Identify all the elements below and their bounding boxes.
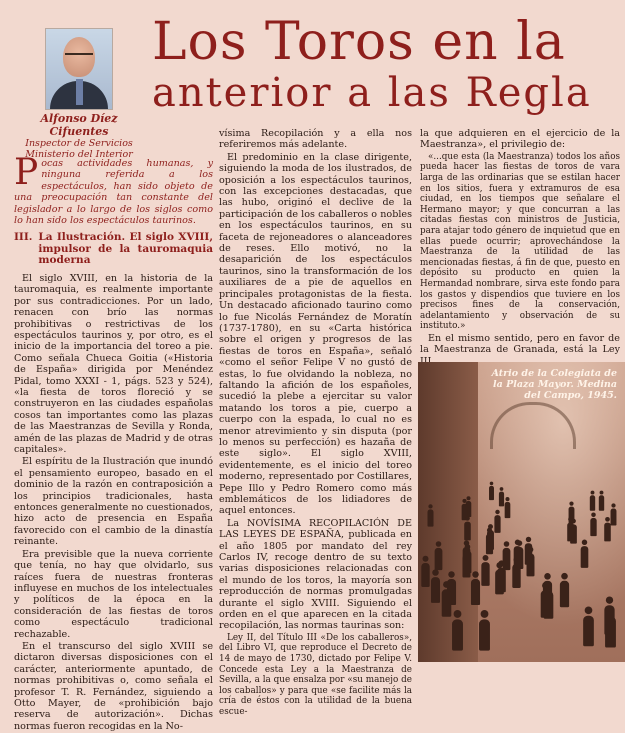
crowd-figure	[590, 495, 595, 510]
crowd-figure	[581, 546, 589, 568]
crowd-figure	[611, 509, 617, 526]
crowd-figure	[583, 616, 594, 647]
crowd-figure	[525, 543, 533, 565]
crowd-figure	[452, 619, 463, 650]
crowd-figure	[481, 562, 489, 586]
paragraph: vísima Recopilación y a ella nos referiremos más adelante.	[219, 128, 412, 151]
crowd-figure	[464, 522, 471, 541]
section-title: La Ilustración. El siglo XVIII, impulsor de la tauromaquia moderna	[38, 231, 213, 267]
crowd-figure	[471, 579, 480, 605]
paragraph: El predominio en la clase dirigente, siguiendo la moda de los ilustrados, de oposición a los espectáculos taurinos, con las excepciones destacadas, que las hubo, originó el declive de la participación de los caballeros o nobles en los espectáculos taurinos, en su faceta de rejoneadores o alanceadores de reses. Ello motivó, no la desaparición de los espectáculos taurinos, sino la transformación de los auxiliares de a pie de aquellos en principales protagonistas de la fiesta. Un destacado aficionado taurino como lo fue Nicolás Fernández de Moratín (1737-1780), en su «Carta histórica sobre el origen y progresos de las fiestas de toros en España», señaló «como el señor Felipe V no gustó de estas, lo fue olvidando la nobleza, no faltando la afición de los españoles, sucedió la plebe a ejercitar su valor matando los toros a pie, cuerpo a cuerpo con la espada, lo cual no es menor atrevimiento y sin disputa (por lo menos su perfección) es hazaña de este siglo». El siglo XVIII, evidentemente, es el inicio del toreo moderno, representado por Costillares, Pepe Illo y Pedro Romero como más emblemáticos de los lidiadores de aquel entonces.	[219, 151, 412, 517]
paragraph: En el mismo sentido, pero en favor de la Maestranza de Granada, está la Ley	[420, 332, 620, 356]
intro-text: ocas actividades humanas, y ninguna referida a los espectáculos, han sido objeto de una preocupación tan constante del legislador a lo largo de los siglos como lo han sido los espectáculos taurinos.	[14, 158, 213, 227]
author-name: Alfonso Díez Cifuentes	[40, 112, 118, 138]
quotation: «...que esta (la Maestranza) todos los años pueda hacer las fiestas de toros de vara larga de las ordinarias que se estilan hacer en los sitios, fuera y extramuros de esa ciudad, en los tiempos que señalare el Hermano mayor; y que concurran a las citadas fiestas con ministros de Justicia, para atajar todo género de inquietud que en ellas puede ocurrir; aprovechándose la Maestranza de la utilidad de las mencionadas fiestas, á fin de que, puesto en depósito su producto en quien la Hermandad nombrare, sirva este fondo para los gastos y dispendios que tuviere en los precisos fines de la conservación, adelantamiento y observación de su instituto.»	[420, 151, 620, 332]
crowd-figure	[489, 486, 494, 500]
crowd-figure	[495, 570, 504, 595]
paragraph: Era previsible que la nueva corriente que tenía, no hay que olvidarlo, sus raíces fuera de nuestras fronteras influyese en muchos de los intelectuales y políticos de la época en la consideración de las fiestas de toros como espectáculo tradicional rechazable.	[14, 548, 213, 640]
column-3	[420, 128, 620, 368]
author-role: Inspector de Servicios	[25, 138, 133, 149]
crowd-figure	[435, 548, 443, 570]
column-2	[219, 128, 412, 719]
crowd-figure	[541, 590, 551, 617]
paragraph: la que adquieren en el ejercicio de la Maestranza», el privilegio de:	[420, 128, 620, 151]
crowd-figure	[590, 518, 596, 536]
crowd-figure	[560, 581, 569, 607]
historic-photo	[418, 362, 625, 662]
crowd-figure	[505, 502, 511, 518]
law-excerpt: Ley II, del Título III «De los caballeros», del Libro VI, que reproduce el Decreto de 14 de mayo de 1730, dictado por Felipe V. Concede esta Ley a la Maestranza de Sevilla, a la que ensalza por «su manejo de los caballos» y para que «se facilite más la cría de éstos con la utilidad de la buena escue-	[219, 632, 412, 718]
author-photo	[45, 28, 113, 110]
title-line-2: anterior a las Regla	[152, 70, 592, 116]
crowd-figure	[464, 551, 472, 573]
crowd-figure	[514, 546, 522, 568]
section-heading	[14, 232, 213, 267]
paragraph: El siglo XVIII, en la historia de la tauromaquia, es realmente importante por sus contradicciones. Por un lado, renacen con brío las normas prohibitivas o restrictivas de los espectáculos taurinos y, por otro, es el inicio de la importancia del toreo a pie. Como señala Chueca Goitia («Historia de España» dirigida por Menéndez Pidal, tomo XXXI - 1, págs. 523 y 524), «la fiesta de toros floreció y se construyeron en las ciudades españolas cosos tan importantes como las plazas de las Maestranzas de Sevilla y Ronda, amén de las plazas de Madrid y de otras capitales».	[14, 272, 213, 456]
paragraph: La NOVÍSIMA RECOPILACIÓN DE LAS LEYES DE ESPAÑA, publicada en el año 1805 por mandato del rey Carlos IV, recoge dentro de su texto varias disposiciones relacionadas con el mundo de los toros, la mayoría son reproducción de normas promulgadas durante el siglo XVIII. Siguiendo el orden en el que aparecen en la citada recopilación, las normas taurinas son:	[219, 517, 412, 632]
crowd-figure	[499, 492, 504, 507]
section-number: III.	[14, 231, 33, 244]
crowd-figure	[503, 548, 511, 570]
photo-caption: Atrio de la Colegiata de la Plaza Mayor. Medina del Campo, 1945.	[491, 368, 617, 401]
drop-cap: P	[14, 152, 39, 193]
crowd-figure	[567, 523, 574, 542]
crowd-figure	[479, 619, 490, 650]
paragraph: El espíritu de la Ilustración que inundó el pensamiento europeo, basado en el dominio de la razón en contraposición a los principios tradicionales, hasta entonces generalmente no cuestionados, hizo acto de presencia en España favorecido con el cambio de la dinastía reinante.	[14, 456, 213, 548]
crowd-figure	[599, 495, 604, 510]
crowd-figure	[427, 509, 433, 526]
crowd-figure	[431, 577, 440, 603]
crowd-figure	[604, 605, 614, 634]
title-line-1: Los Toros en la	[152, 14, 566, 72]
crowd-figure	[487, 530, 494, 550]
author-affiliation: Ministerio del Interior	[25, 149, 133, 160]
crowd-figure	[442, 589, 452, 616]
crowd-figure	[604, 523, 611, 542]
crowd-figure	[494, 515, 500, 533]
crowd-figure	[421, 563, 429, 587]
paragraph: En el transcurso del siglo XVIII se dictaron diversas disposiciones con el carácter, anteriormente apuntado, de normas prohibitivas o, como señala el profesor T. R. Fernández, siguiendo a Otto Mayer, de «prohibición bajo reserva de autorización». Dichas normas fueron recogidas en la No-	[14, 640, 213, 732]
article-title	[152, 14, 625, 116]
